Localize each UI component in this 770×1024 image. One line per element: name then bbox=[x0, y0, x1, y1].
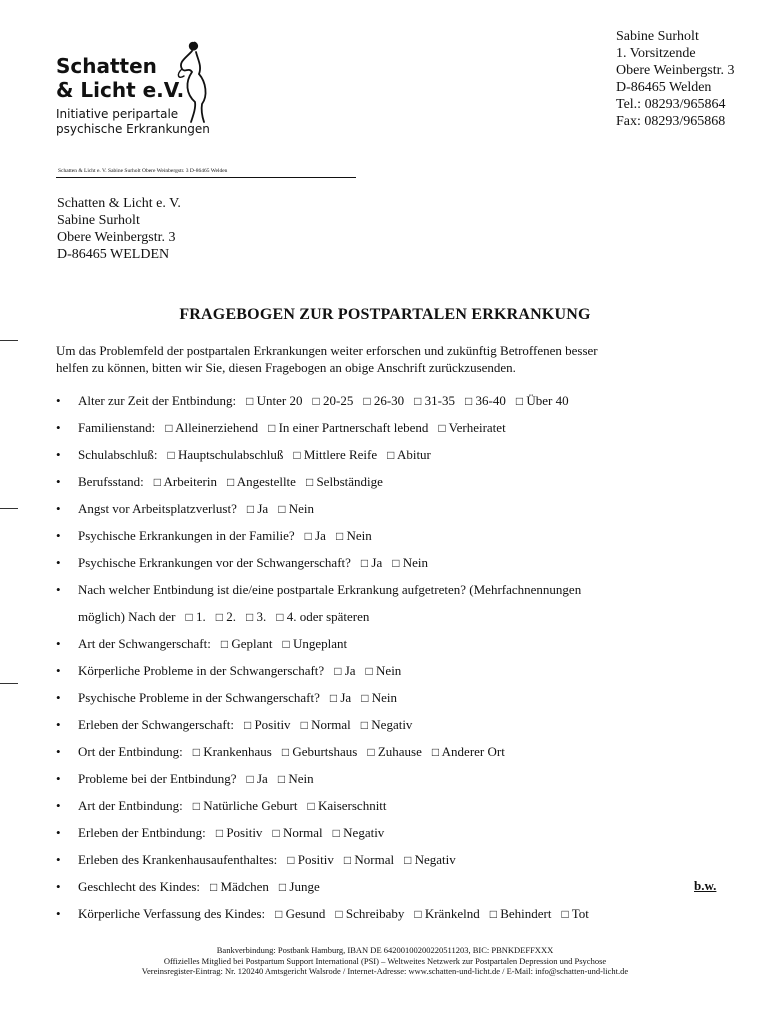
contact-line: D-86465 Welden bbox=[616, 80, 712, 95]
contact-line: Fax: 08293/965868 bbox=[616, 114, 726, 129]
question-label: Erleben der Entbindung: bbox=[78, 825, 206, 840]
question-label: Erleben der Schwangerschaft: bbox=[78, 717, 234, 732]
option-label: 3. bbox=[256, 609, 267, 624]
option-label: 4. oder späteren bbox=[286, 609, 370, 624]
question-row bbox=[56, 717, 412, 733]
option-label: Kaiserschnitt bbox=[317, 798, 387, 813]
bullet: • bbox=[56, 906, 61, 921]
checkbox[interactable]: □ bbox=[246, 502, 255, 516]
org-tagline-1: Initiative peripartale bbox=[56, 107, 179, 121]
option-label: Ungeplant bbox=[293, 636, 348, 651]
question-row bbox=[56, 501, 314, 517]
option-label: Schreibaby bbox=[345, 906, 405, 921]
question-row bbox=[56, 744, 505, 760]
option-label: Ja bbox=[371, 555, 383, 570]
checkbox[interactable]: □ bbox=[404, 853, 412, 867]
option-label: Negativ bbox=[371, 717, 413, 732]
option-label: Nein bbox=[288, 771, 314, 786]
bullet: • bbox=[56, 717, 61, 732]
option-label: Junge bbox=[289, 879, 320, 894]
option-label: Zuhause bbox=[377, 744, 422, 759]
bullet: • bbox=[56, 555, 61, 570]
option-label: Ja bbox=[315, 528, 326, 543]
checkbox[interactable]: □ bbox=[277, 772, 286, 786]
option-label: Mädchen bbox=[220, 879, 269, 894]
bullet: • bbox=[56, 771, 61, 786]
option-label: Krankenhaus bbox=[203, 744, 272, 759]
option-label: Tot bbox=[571, 906, 589, 921]
checkbox[interactable]: □ bbox=[414, 394, 422, 408]
question-row bbox=[56, 771, 314, 787]
bullet: • bbox=[56, 636, 61, 651]
option-label: Nein bbox=[288, 501, 314, 516]
option-label: Angestellte bbox=[236, 474, 296, 489]
org-name-line2: & Licht e.V. bbox=[56, 78, 185, 102]
question-row bbox=[56, 555, 428, 571]
question-row bbox=[56, 393, 569, 409]
checkbox[interactable]: □ bbox=[278, 880, 287, 894]
footer bbox=[0, 945, 770, 977]
question-row bbox=[56, 474, 383, 490]
option-label: Negativ bbox=[414, 852, 456, 867]
option-label: 2. bbox=[226, 609, 236, 624]
contact-line: 1. Vorsitzende bbox=[616, 46, 696, 61]
checkbox[interactable]: □ bbox=[360, 718, 369, 732]
option-label: Gesund bbox=[285, 906, 326, 921]
checkbox[interactable]: □ bbox=[276, 610, 284, 624]
question-label: Probleme bei der Entbindung? bbox=[78, 771, 237, 786]
recipient-line: Sabine Surholt bbox=[57, 213, 140, 228]
option-label: Behindert bbox=[500, 906, 552, 921]
checkbox[interactable]: □ bbox=[465, 394, 473, 408]
question-label: Erleben des Krankenhausaufenthaltes: bbox=[78, 852, 278, 867]
bullet: • bbox=[56, 393, 61, 408]
question-label: Psychische Erkrankungen in der Familie? bbox=[78, 528, 295, 543]
option-label: Verheiratet bbox=[448, 420, 506, 435]
option-label: Anderer Ort bbox=[441, 744, 505, 759]
checkbox[interactable]: □ bbox=[335, 529, 344, 543]
contact-block bbox=[616, 28, 735, 130]
question-label: Berufsstand: bbox=[78, 474, 144, 489]
intro-line: helfen zu können, bitten wir Sie, diesen Fragebogen an obige Anschrift zurückzusenden. bbox=[56, 360, 516, 375]
checkbox[interactable]: □ bbox=[367, 745, 375, 759]
checkbox[interactable]: □ bbox=[489, 907, 497, 921]
checkbox[interactable]: □ bbox=[243, 718, 252, 732]
option-label: Nein bbox=[402, 555, 429, 570]
option-label: Unter 20 bbox=[256, 393, 303, 408]
option-label: Geplant bbox=[231, 636, 273, 651]
bullet: • bbox=[56, 447, 61, 462]
option-label: Positiv bbox=[226, 825, 263, 840]
pregnant-woman-logo-icon bbox=[172, 36, 216, 124]
option-label: Mittlere Reife bbox=[303, 447, 378, 462]
checkbox[interactable]: □ bbox=[392, 556, 400, 570]
bullet: • bbox=[56, 501, 61, 516]
bullet: • bbox=[56, 852, 61, 867]
checkbox[interactable]: □ bbox=[282, 637, 290, 651]
question-row bbox=[56, 420, 506, 436]
bullet: • bbox=[56, 798, 61, 813]
checkbox[interactable]: □ bbox=[293, 448, 301, 462]
question-row bbox=[56, 528, 372, 544]
question-label: Nach welcher Entbindung ist die/eine postpartale Erkrankung aufgetreten? (Mehrfachnennungen bbox=[78, 582, 582, 597]
intro-line: Um das Problemfeld der postpartalen Erkrankungen weiter erforschen und zukünftig Betroffenen besser bbox=[56, 343, 598, 358]
contact-line: Sabine Surholt bbox=[616, 29, 699, 44]
option-label: Über 40 bbox=[526, 393, 569, 408]
checkbox[interactable]: □ bbox=[215, 826, 224, 840]
question-label: Ort der Entbindung: bbox=[78, 744, 183, 759]
checkbox[interactable]: □ bbox=[561, 907, 569, 921]
checkbox[interactable]: □ bbox=[305, 475, 314, 489]
checkbox[interactable]: □ bbox=[192, 745, 200, 759]
option-label: 36-40 bbox=[475, 393, 506, 408]
checkbox[interactable]: □ bbox=[387, 448, 395, 462]
contact-line: Obere Weinbergstr. 3 bbox=[616, 63, 735, 78]
checkbox[interactable]: □ bbox=[220, 637, 229, 651]
option-label: Normal bbox=[354, 852, 395, 867]
checkbox[interactable]: □ bbox=[431, 745, 440, 759]
question-row bbox=[56, 879, 320, 895]
checkbox[interactable]: □ bbox=[215, 610, 223, 624]
footer-line: Vereinsregister-Eintrag: Nr. 120240 Amtsgericht Walsrode / Internet-Adresse: www.schatten-und-licht.de / E-Mail: info@schatten-und-licht.de bbox=[141, 966, 629, 976]
option-label: 31-35 bbox=[424, 393, 456, 408]
sender-underline bbox=[56, 177, 356, 178]
checkbox[interactable]: □ bbox=[360, 556, 369, 570]
intro-text bbox=[56, 342, 598, 376]
bullet: • bbox=[56, 663, 61, 678]
checkbox[interactable]: □ bbox=[329, 691, 338, 705]
recipient-address bbox=[57, 195, 181, 263]
form-title: FRAGEBOGEN ZUR POSTPARTALEN ERKRANKUNG bbox=[179, 306, 591, 323]
checkbox[interactable]: □ bbox=[275, 907, 283, 921]
question-row bbox=[56, 690, 397, 706]
question-label: Art der Entbindung: bbox=[78, 798, 183, 813]
bullet: • bbox=[56, 582, 61, 597]
bullet: • bbox=[56, 474, 61, 489]
option-label: Arbeiterin bbox=[163, 474, 217, 489]
option-label: Ja bbox=[340, 690, 352, 705]
recipient-line: Schatten & Licht e. V. bbox=[57, 196, 181, 211]
checkbox[interactable]: □ bbox=[438, 421, 446, 435]
checkbox[interactable]: □ bbox=[272, 826, 280, 840]
checkbox[interactable]: □ bbox=[312, 394, 320, 408]
option-label: Natürliche Geburt bbox=[203, 798, 298, 813]
bullet: • bbox=[56, 690, 61, 705]
question-label: Psychische Erkrankungen vor der Schwangerschaft? bbox=[78, 555, 351, 570]
option-label: Hauptschulabschluß bbox=[177, 447, 284, 462]
option-label: 20-25 bbox=[322, 393, 354, 408]
checkbox[interactable]: □ bbox=[246, 772, 254, 786]
checkbox[interactable]: □ bbox=[365, 664, 373, 678]
checkbox[interactable]: □ bbox=[335, 907, 343, 921]
checkbox[interactable]: □ bbox=[153, 475, 161, 489]
question-row bbox=[56, 825, 384, 841]
checkbox[interactable]: □ bbox=[363, 394, 371, 408]
question-label: Körperliche Verfassung des Kindes: bbox=[78, 906, 266, 921]
option-label: Abitur bbox=[396, 447, 431, 462]
footer-line: Bankverbindung: Postbank Hamburg, IBAN DE 64200100200220511203, BIC: PBNKDEFFXXX bbox=[216, 945, 554, 955]
checkbox[interactable]: □ bbox=[192, 799, 200, 813]
bullet: • bbox=[56, 528, 61, 543]
checkbox[interactable]: □ bbox=[246, 394, 254, 408]
fold-mark bbox=[0, 508, 18, 509]
sender-line: Schatten & Licht e. V. Sabine Surholt Obere Weinbergstr. 3 D-86465 Welden bbox=[58, 168, 228, 174]
checkbox[interactable]: □ bbox=[304, 529, 312, 543]
option-label: Nein bbox=[346, 528, 372, 543]
option-label: Ja bbox=[257, 501, 269, 516]
question-row bbox=[56, 609, 369, 625]
fold-mark bbox=[0, 340, 18, 341]
question-row bbox=[56, 906, 589, 922]
checkbox[interactable]: □ bbox=[307, 799, 315, 813]
recipient-line: Obere Weinbergstr. 3 bbox=[57, 230, 176, 245]
option-label: Alleinerziehend bbox=[175, 420, 259, 435]
question-row bbox=[56, 663, 401, 679]
option-label: Kränkelnd bbox=[424, 906, 480, 921]
checkbox[interactable]: □ bbox=[165, 421, 173, 435]
question-row bbox=[56, 798, 387, 814]
checkbox[interactable]: □ bbox=[515, 394, 524, 408]
checkbox[interactable]: □ bbox=[334, 664, 342, 678]
checkbox[interactable]: □ bbox=[332, 826, 340, 840]
question-label: Art der Schwangerschaft: bbox=[78, 636, 211, 651]
recipient-line: D-86465 WELDEN bbox=[57, 247, 170, 262]
checkbox[interactable]: □ bbox=[245, 610, 254, 624]
checkbox[interactable]: □ bbox=[414, 907, 422, 921]
bullet: • bbox=[56, 825, 61, 840]
bw-note: b.w. bbox=[694, 878, 717, 893]
org-name-line1: Schatten bbox=[56, 54, 157, 78]
checkbox[interactable]: □ bbox=[300, 718, 308, 732]
option-label: Normal bbox=[282, 825, 323, 840]
option-label: In einer Partnerschaft lebend bbox=[278, 420, 429, 435]
checkbox[interactable]: □ bbox=[361, 691, 369, 705]
option-label: 26-30 bbox=[373, 393, 405, 408]
question-label: Psychische Probleme in der Schwangerschaft? bbox=[78, 690, 320, 705]
question-label: Alter zur Zeit der Entbindung: bbox=[78, 393, 237, 408]
option-label: Ja bbox=[344, 663, 356, 678]
question-label: möglich) Nach der bbox=[78, 609, 176, 624]
option-label: Normal bbox=[311, 717, 351, 732]
question-row bbox=[56, 636, 347, 652]
option-label: Positiv bbox=[254, 717, 291, 732]
option-label: Ja bbox=[257, 771, 268, 786]
checkbox[interactable]: □ bbox=[167, 448, 175, 462]
question-label: Schulabschluß: bbox=[78, 447, 158, 462]
checkbox[interactable]: □ bbox=[281, 745, 290, 759]
question-label: Angst vor Arbeitsplatzverlust? bbox=[78, 501, 237, 516]
question-row bbox=[56, 852, 456, 868]
bullet: • bbox=[56, 744, 61, 759]
question-row bbox=[56, 582, 581, 598]
org-tagline-2: psychische Erkrankungen bbox=[56, 122, 210, 136]
checkbox[interactable]: □ bbox=[287, 853, 295, 867]
checkbox[interactable]: □ bbox=[268, 421, 276, 435]
checkbox[interactable]: □ bbox=[185, 610, 193, 624]
fold-mark bbox=[0, 683, 18, 684]
question-label: Geschlecht des Kindes: bbox=[78, 879, 201, 894]
checkbox[interactable]: □ bbox=[210, 880, 218, 894]
bullet: • bbox=[56, 879, 61, 894]
question-label: Körperliche Probleme in der Schwangerschaft? bbox=[78, 663, 325, 678]
checkbox[interactable]: □ bbox=[343, 853, 352, 867]
bullet: • bbox=[56, 420, 61, 435]
question-row bbox=[56, 447, 431, 463]
contact-line: Tel.: 08293/965864 bbox=[616, 97, 726, 112]
option-label: Negativ bbox=[343, 825, 385, 840]
option-label: Geburtshaus bbox=[292, 744, 358, 759]
option-label: Nein bbox=[371, 690, 397, 705]
checkbox[interactable]: □ bbox=[278, 502, 286, 516]
option-label: Selbständige bbox=[316, 474, 383, 489]
option-label: Positiv bbox=[297, 852, 334, 867]
checkbox[interactable]: □ bbox=[226, 475, 235, 489]
footer-line: Offizielles Mitglied bei Postpartum Support International (PSI) – Weltweites Netzwerk zur Postpartalen Depression und Psychose bbox=[163, 955, 607, 966]
option-label: Nein bbox=[376, 663, 402, 678]
option-label: 1. bbox=[195, 609, 206, 624]
question-label: Familienstand: bbox=[78, 420, 156, 435]
